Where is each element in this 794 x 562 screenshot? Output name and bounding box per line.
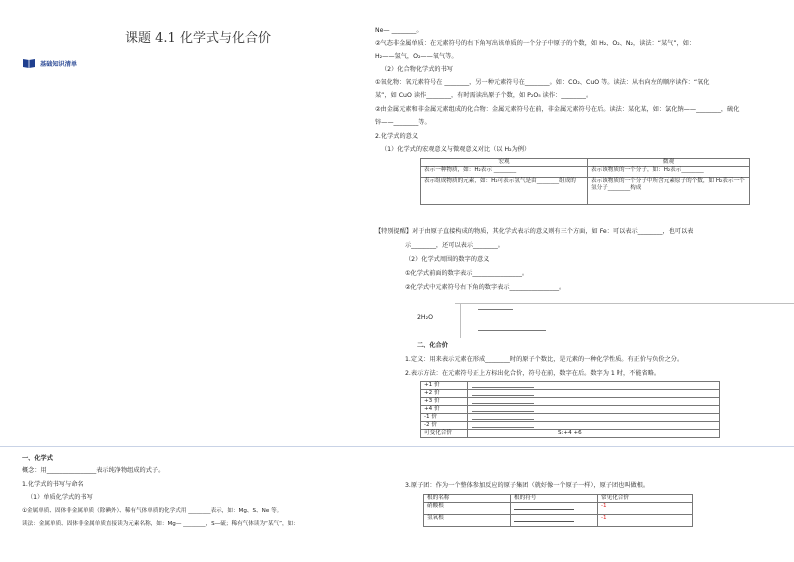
answer-line xyxy=(472,403,534,404)
group-valence: -1 xyxy=(598,515,693,527)
valence-definition: 1.定义：用来表示元素在形成________时的原子个数比，是元素的一种化学性质。有正价与负价之分。 xyxy=(405,356,684,363)
text-compound-heading: （2）化合物化学式的书写 xyxy=(381,66,453,73)
group-symbol xyxy=(511,515,598,527)
valence-row-label: -2 价 xyxy=(421,422,468,430)
badge-label: 基础知识清单 xyxy=(40,61,78,68)
group-header: 常见化合价 xyxy=(598,495,693,503)
valence-row-label: +1 价 xyxy=(421,382,468,390)
meaning-header-macro: 宏观 xyxy=(421,159,588,167)
book-icon xyxy=(22,58,36,68)
text-oxide-reading: 某”，如 CuO 读作________，有时需读出原子个数，如 P₂O₅ 读作：________。 xyxy=(375,92,593,99)
text-ne-line: Ne— ________。 xyxy=(375,27,423,34)
group-header: 根的名称 xyxy=(424,495,511,503)
tip-line-2: 示________，还可以表示________。 xyxy=(405,242,504,249)
meaning-cell: 表示该物质的一个分子中所含元素原子的个数，如 H₂表示一个氢分子________构成 xyxy=(588,178,750,205)
divider-line xyxy=(455,303,794,304)
valence-row-label: +2 价 xyxy=(421,390,468,398)
text-salt-rule: ②由金属元素和非金属元素组成的化合物：金属元素符号在前，非金属元素符号在后。读法：某化某，如：氯化钠——________，硫化 xyxy=(375,106,740,113)
group-table xyxy=(423,494,693,527)
formula-concept: 概念：用________________表示纯净物组成的式子。 xyxy=(22,467,165,474)
group-name: 硝酸根 xyxy=(424,503,511,515)
group-heading: 3.原子团：作为一个整体参加反应的原子集团（就好像一个原子一样），原子团也叫做根。 xyxy=(405,482,650,489)
answer-line xyxy=(472,395,534,396)
valence-variable-value: S:+4 +6 xyxy=(468,430,720,438)
numbers-heading: （2）化学式周围的数字的意义 xyxy=(405,256,490,263)
valence-heading: 二、化合价 xyxy=(417,342,448,349)
meaning-heading: 2.化学式的意义 xyxy=(375,133,419,140)
formula-writing-heading: 1.化学式的书写与命名 xyxy=(22,481,84,488)
answer-line xyxy=(472,419,534,420)
meaning-subheading: （1）化学式的宏观意义与微观意义对比（以 H₂为例） xyxy=(381,146,531,153)
answer-line xyxy=(472,387,534,388)
group-name: 氢氧根 xyxy=(424,515,511,527)
numbers-subscript: ②化学式中元素符号右下角的数字表示________________。 xyxy=(405,284,566,291)
valence-row-value xyxy=(468,422,720,430)
formula-label: 2H₂O xyxy=(417,314,433,321)
valence-row-label: 可变化合价 xyxy=(421,430,468,438)
valence-row-value xyxy=(468,398,720,406)
meaning-cell: 表示组成物质的元素，如：H₂可表示氢气是由________组成的 xyxy=(421,178,588,205)
valence-row-label: +3 价 xyxy=(421,398,468,406)
answer-line xyxy=(478,309,513,310)
text-gas-examples: H₂——氢气，O₂——氧气等。 xyxy=(375,53,458,60)
valence-row-label: -1 价 xyxy=(421,414,468,422)
meaning-cell: 表示该物质的一个分子，如：H₂表示________ xyxy=(588,167,750,178)
meaning-table xyxy=(420,158,750,205)
valence-row-value xyxy=(468,390,720,398)
bracket-line xyxy=(460,303,461,338)
text-oxide-rule: ①氧化物：氧元素符号在 ________，另一种元素符号在________。如：CO₂、CuO 等。读法：从右向左的顺序读作：“氧化 xyxy=(375,79,710,86)
group-valence: -1 xyxy=(598,503,693,515)
elemental-reading: 读法：金属单质、固体非金属单质直接读为元素名称，如：Mg— ________，S—硫；稀有气体读为“某气”，如： xyxy=(22,521,299,527)
answer-line xyxy=(472,411,534,412)
meaning-header-micro: 微观 xyxy=(588,159,750,167)
valence-row-value xyxy=(468,382,720,390)
answer-line xyxy=(472,427,534,428)
valence-notation: 2.表示方法：在元素符号正上方标出化合价，符号在前，数字在后。数字为 1 时，不能省略。 xyxy=(405,370,661,377)
elemental-heading: （1）单质化学式的书写 xyxy=(27,494,93,501)
page-title: 课题 4.1 化学式与化合价 xyxy=(125,31,271,46)
group-symbol xyxy=(511,503,598,515)
elemental-rule: ①金属单质、固体非金属单质（除碘外）、稀有气体单质的化学式用 ________表示，如：Mg、S、Ne 等。 xyxy=(22,508,283,514)
valence-row-label: +4 价 xyxy=(421,406,468,414)
valence-row-value xyxy=(468,414,720,422)
text-salt-example: 锌——________等。 xyxy=(375,119,431,126)
numbers-prefix: ①化学式前面的数字表示________________。 xyxy=(405,270,529,277)
answer-line xyxy=(478,330,546,331)
section-badge xyxy=(22,58,112,69)
page-divider xyxy=(0,446,794,447)
group-header: 根的符号 xyxy=(511,495,598,503)
formula-heading: 一、化学式 xyxy=(22,455,53,462)
text-gas-rule: ②气态非金属单质：在元素符号的右下角写出该单质的一个分子中原子的个数，如 H₂、O₂、N₂，读法：“某气”，如： xyxy=(375,40,696,47)
tip-line-1: 【特别提醒】对于由原子直接构成的物质，其化学式表示的意义则有三个方面，如 Fe：可以表示________，也可以表 xyxy=(375,228,694,235)
valence-row-value xyxy=(468,406,720,414)
valence-table xyxy=(420,381,720,438)
meaning-cell: 表示一种物质，如：H₂表示 ________ xyxy=(421,167,588,178)
